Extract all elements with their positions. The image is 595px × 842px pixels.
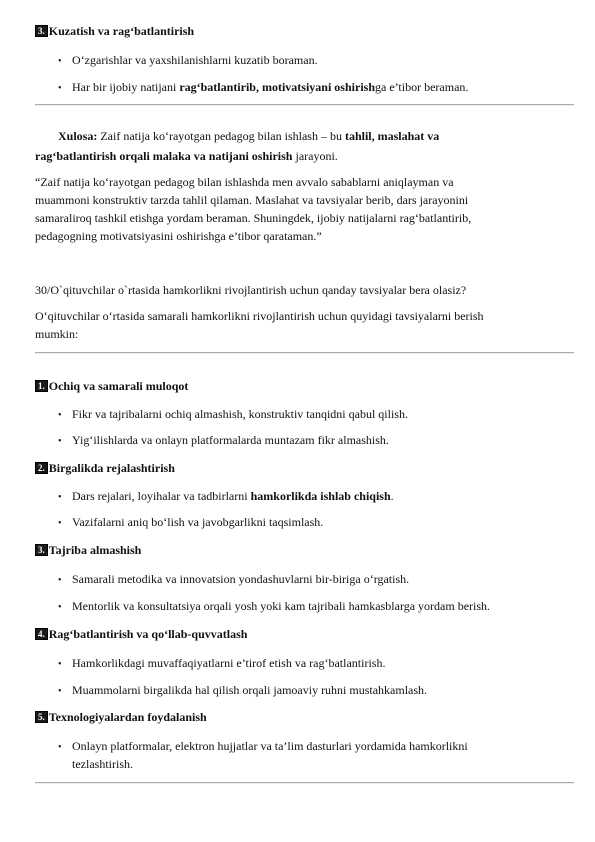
conclusion-line-2: rag‘batlantirish orqali malaka va natijani oshirish jarayoni.	[35, 149, 338, 163]
list-item: • Muammolarni birgalikda hal qilish orqali jamoaviy ruhni mustahkamlash.	[58, 683, 428, 697]
divider	[35, 352, 574, 354]
section-number: 2.	[35, 462, 48, 474]
section-heading	[35, 461, 175, 476]
list-item: • O‘zgarishlar va yaxshilanishlarni kuzatib boraman.	[58, 53, 318, 67]
section-title: Rag‘batlantirish va qo‘llab-quvvatlash	[48, 627, 248, 641]
section-number: 3.	[35, 544, 48, 556]
list-item-continuation: tezlashtirish.	[72, 757, 133, 771]
bullet-icon: •	[58, 602, 62, 613]
list-item: • Fikr va tajribalarni ochiq almashish, konstruktiv tanqidni qabul qilish.	[58, 407, 408, 421]
divider	[35, 104, 574, 106]
bullet-icon: •	[58, 686, 62, 697]
quote-line: samaraliroq tashkil etishga yordam beraman. Shuningdek, ijobiy natijalarni rag‘batlantirib,	[35, 211, 472, 225]
list-item: • Yig‘ilishlarda va onlayn platformalarda muntazam fikr almashish.	[58, 433, 389, 447]
list-item: • Hamkorlikdagi muvaffaqiyatlarni e’tirof etish va rag‘batlantirish.	[58, 656, 386, 670]
section-number: 4.	[35, 628, 48, 640]
answer-line: mumkin:	[35, 327, 79, 341]
question-text: 30/O`qituvchilar o`rtasida hamkorlikni rivojlantirish uchun qanday tavsiyalar bera olasiz?	[35, 283, 467, 297]
bullet-icon: •	[58, 436, 62, 447]
section-title: Birgalikda rejalashtirish	[48, 461, 175, 475]
quote-line: muammoni konstruktiv tarzda tahlil qilaman. Maslahat va tavsiyalar berib, dars jarayonini	[35, 193, 469, 207]
list-item: • Vazifalarni aniq bo‘lish va javobgarlikni taqsimlash.	[58, 515, 324, 529]
section-heading	[35, 379, 188, 394]
bullet-icon: •	[58, 659, 62, 670]
list-item: • Samarali metodika va innovatsion yondashuvlarni bir-biriga o‘rgatish.	[58, 572, 410, 586]
answer-line: O‘qituvchilar o‘rtasida samarali hamkorlikni rivojlantirish uchun quyidagi tavsiyalarni berish	[35, 309, 484, 323]
list-item: • Mentorlik va konsultatsiya orqali yosh yoki kam tajribali hamkasblarga yordam berish.	[58, 599, 491, 613]
section-heading	[35, 710, 207, 725]
bullet-icon: •	[58, 742, 62, 753]
section-title: Ochiq va samarali muloqot	[48, 379, 189, 393]
list-item: • Onlayn platformalar, elektron hujjatlar va ta’lim dasturlari yordamida hamkorlikni	[58, 739, 468, 753]
bullet-icon: •	[58, 83, 62, 94]
section-number: 1.	[35, 380, 48, 392]
section-heading	[35, 543, 141, 558]
quote-line: “Zaif natija ko‘rayotgan pedagog bilan ishlashda men avvalo sabablarni aniqlayman va	[35, 175, 454, 189]
section-number: 5.	[35, 711, 48, 723]
bullet-icon: •	[58, 410, 62, 421]
section-heading	[35, 24, 194, 39]
section-title: Texnologiyalardan foydalanish	[48, 710, 207, 724]
divider	[35, 782, 574, 784]
bullet-icon: •	[58, 518, 62, 529]
quote-line: pedagogning motivatsiyasini oshirishga e’tibor qarataman.”	[35, 229, 322, 243]
conclusion-line-1: Xulosa: Zaif natija ko‘rayotgan pedagog bilan ishlash – bu tahlil, maslahat va	[58, 129, 440, 143]
section-number: 3.	[35, 25, 48, 37]
bullet-icon: •	[58, 575, 62, 586]
conclusion-label: Xulosa:	[58, 129, 98, 143]
section-heading	[35, 627, 247, 642]
list-item: • Dars rejalari, loyihalar va tadbirlarni hamkorlikda ishlab chiqish.	[58, 489, 394, 503]
bullet-icon: •	[58, 56, 62, 67]
section-title: Kuzatish va rag‘batlantirish	[48, 24, 195, 38]
bullet-icon: •	[58, 492, 62, 503]
section-title: Tajriba almashish	[48, 543, 142, 557]
list-item: • Har bir ijobiy natijani rag‘batlantirib, motivatsiyani oshirishga e’tibor beraman.	[58, 80, 469, 94]
